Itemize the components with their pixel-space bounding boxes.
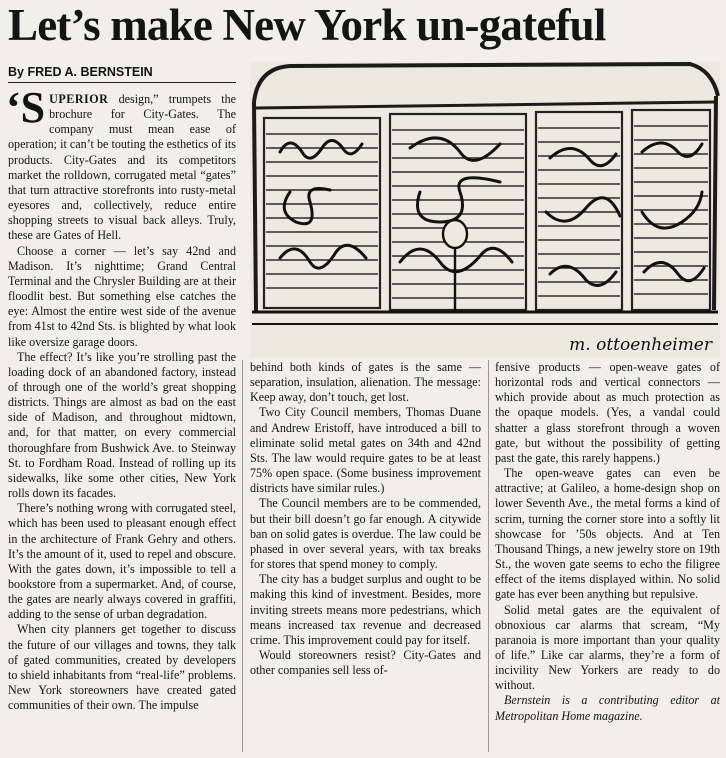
article-paragraph-5: When city planners get together to discuss the future of our villages and towns, they talk of gated communities, created by developers to shield inhabitants from “real-life” problems. New York storeowners have created gated communities of their own. The impulse: [8, 622, 236, 713]
headline: Let’s make New York un-gateful: [8, 0, 606, 50]
article-column-1: [6, 83, 236, 713]
byline: By FRED A. BERNSTEIN: [8, 65, 153, 79]
illustrator-signature: m. ottoenheimer: [569, 335, 712, 355]
article-paragraph-3: The effect? It’s like you’re strolling past the loading dock of an abandoned factory, instead of through one of the world’s great shopping districts. Things are almost as bad on the east side of Madison, and throughout midtown, and, for that matter, on every commercial thoroughfare from Bushwick Ave. to Steinway St. to Fordham Road. Instead of rolling up its sidewalks, like some other cities, New York rolls down its facades.: [8, 349, 236, 501]
article-paragraph-4: There’s nothing wrong with corrugated steel, which has been used to pleasant enough effect in the architecture of Frank Gehry and others. It’s the amount of it, used to repel and obscure. With the gates down, it’s impossible to tell a bookstore from a supermarket. And, of course, the gates are nearly always covered in graffiti, adding to the sense of urban degradation.: [8, 501, 236, 622]
article-paragraph-9: The city has a budget surplus and ought to be making this kind of investment. Besides, more inviting streets means more pedestrians, which means increased tax revenue and decreased crime. This improvement could pay for itself.: [250, 572, 481, 647]
illustration-drawing: [250, 62, 720, 358]
article-paragraph-11: fensive products — open-weave gates of horizontal rods and vertical connectors — which provide about as much protection as the opaque models. (Yes, a vandal could shatter a glass storefront through a woven gate, but without the possibility of getting past the gate, this rarely happens.): [495, 360, 720, 465]
article-paragraph-13: Solid metal gates are the equivalent of obnoxious car alarms that scream, “My paranoia is more important than your quality of life.” Like car alarms, they’re a form of incivility New Yorkers are ready to do without.: [495, 602, 720, 693]
article-paragraph-7: Two City Council members, Thomas Duane and Andrew Eristoff, have introduced a bill to eliminate solid metal gates on 34th and 42nd Sts. The law would require gates to be at least 75% open space. (Some business improvement districts have similar rules.): [250, 405, 481, 496]
author-credit: Bernstein is a contributing editor at Metropolitan Home magazine.: [495, 693, 720, 723]
article-paragraph-1: [6, 83, 236, 244]
article-paragraph-8: The Council members are to be commended, but their bill doesn’t go far enough. A citywide ban on solid gates is overdue. The law could be phased in over several years, with tax breaks for stores that spend money to comply.: [250, 496, 481, 572]
column-divider: [242, 360, 243, 752]
column-divider: [488, 360, 489, 752]
article-paragraph-6: behind both kinds of gates is the same — separation, insulation, alienation. The message: Keep away, don’t touch, get lost.: [250, 360, 481, 405]
article-paragraph-12: The open-weave gates can even be attractive; at Galileo, a home-design shop on lower Seventh Ave., the metal forms a kind of scrim, turning the corner store into a softly lit showcase for ’50s objects. And at Ten Thousand Things, a new jewelry store on 19th St., the woven gate seems to echo the filigree effect of the items displayed within. No solid gate has ever been anything but repulsive.: [495, 466, 720, 602]
paragraph-1-text: design,” trumpets the brochure for City-Gates. The company must mean ease of operation; it can’t be touting the esthetics of its products. City-Gates and its competitors market the rolldown, corrugated metal “gates” that turn attractive storefronts into rusty-metal eyesores and, collectively, reduce entire shopping streets to visual back alleys. Truly, these are Gates of Hell.: [8, 92, 236, 243]
article-paragraph-10: Would storeowners resist? City-Gates and other companies sell less of-: [250, 647, 481, 678]
article-column-2: [250, 360, 481, 678]
article-paragraph-2: Choose a corner — let’s say 42nd and Madison. It’s nighttime; Grand Central Terminal and the Chrysler Building are at their floodlit best. But something else catches the eye: Almost the entire west side of the avenue from 41st to 42nd Sts. is blighted by what look like oversize garage doors.: [8, 243, 236, 349]
small-caps-lead: UPERIOR: [49, 92, 109, 106]
gates-illustration: [250, 62, 720, 358]
drop-cap: ‘S: [6, 83, 46, 132]
article-column-3: [495, 360, 720, 724]
